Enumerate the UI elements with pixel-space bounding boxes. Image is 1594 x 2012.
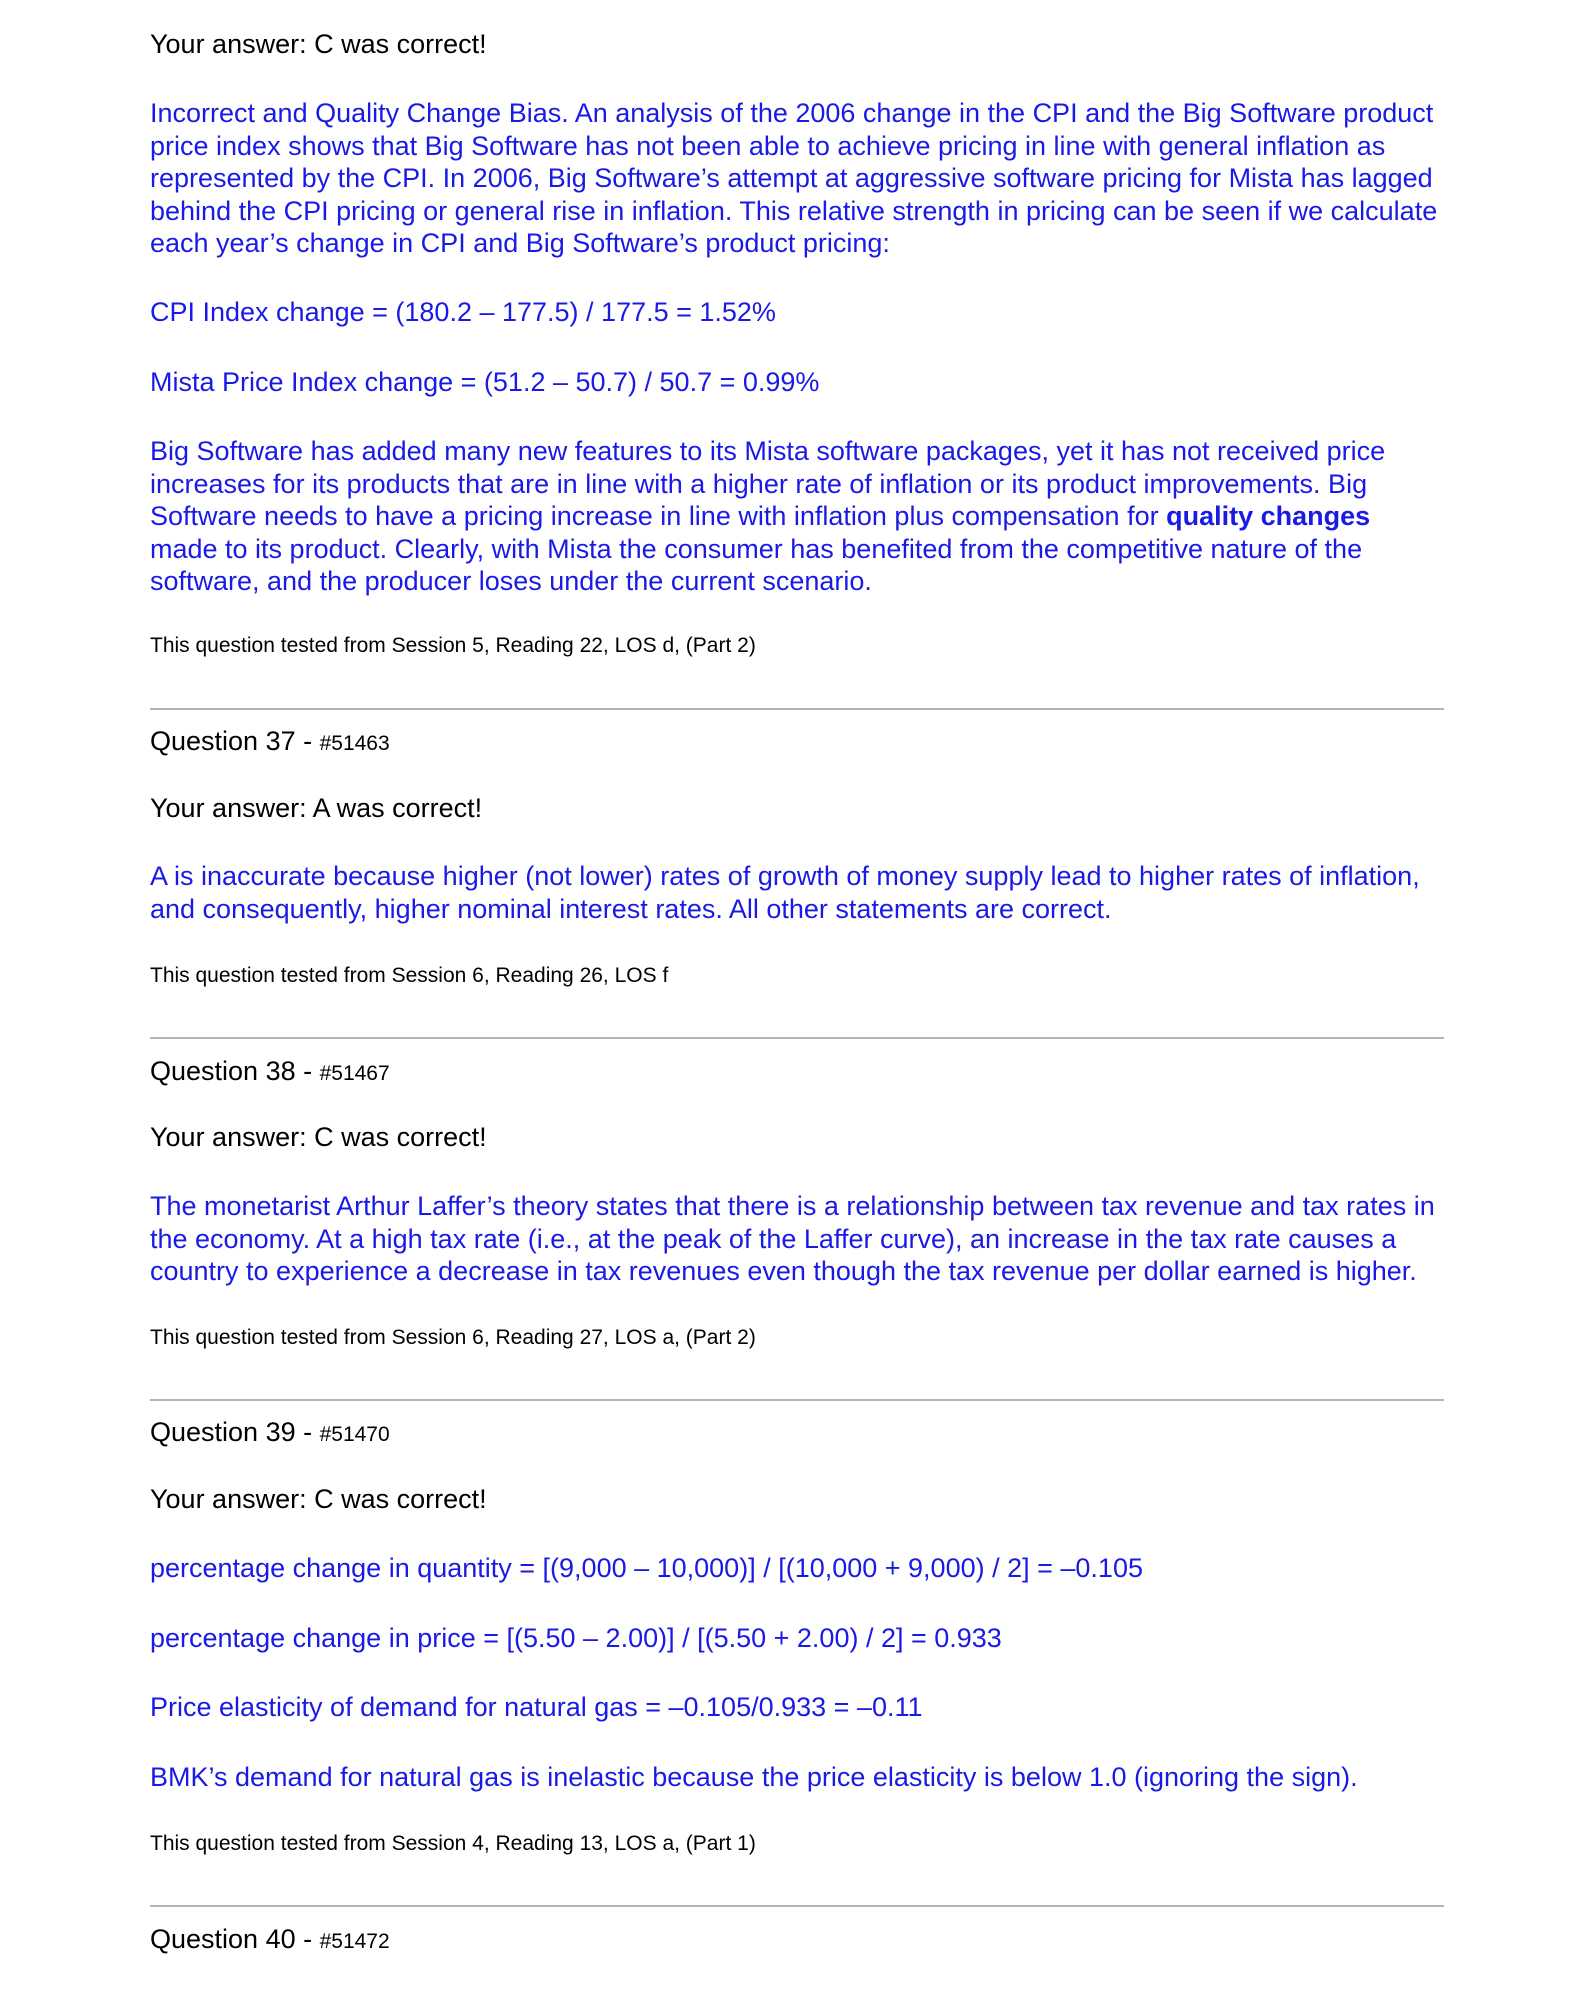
q36-explanation: Incorrect and Quality Change Bias. An analysis of the 2006 change in the CPI and the Big Software product price index shows that Big Software has not been able to achieve pricing in line with general inflation as represented by the CPI. In 2006, Big Software’s attempt at aggressive software pricing for Mista has lagged behind the CPI pricing or general rise in inflation. This relative strength in pricing can be seen if we calculate each year’s change in CPI and Big Software’s product pricing:	[150, 98, 1438, 258]
q36-explanation-2	[150, 435, 1444, 598]
q38-your-answer: Your answer: C was correct!	[150, 1122, 487, 1152]
q37-your-answer: Your answer: A was correct!	[150, 793, 483, 823]
q36-expl2-text-a: Big Software has added many new features to its Mista software packages, yet it has not received price increases for its products that are in line with a higher rate of inflation or its product improvements. Big Software needs to have a pricing increase in line with inflation plus compensation for	[150, 436, 1386, 531]
q39-your-answer: Your answer: C was correct!	[150, 1484, 487, 1514]
divider	[150, 1905, 1444, 1907]
q37-tested-from: This question tested from Session 6, Reading 26, LOS f	[150, 964, 669, 987]
q37-heading	[150, 724, 1444, 761]
divider	[150, 708, 1444, 710]
q36-expl2-text-b: made to its product. Clearly, with Mista the consumer has benefited from the competitive nature of the software, and the producer loses under the current scenario.	[150, 533, 1363, 596]
q40-heading	[150, 1922, 1444, 1959]
q36-expl2-bold: quality changes	[1166, 501, 1371, 531]
q36-your-answer: Your answer: C was correct!	[150, 29, 487, 59]
q39-tested-from: This question tested from Session 4, Reading 13, LOS a, (Part 1)	[150, 1832, 756, 1855]
q38-label: Question 38 -	[150, 1056, 320, 1086]
q40-id: #51472	[319, 1930, 390, 1953]
q38-tested-from: This question tested from Session 6, Reading 27, LOS a, (Part 2)	[150, 1326, 756, 1349]
q38-id: #51467	[319, 1062, 390, 1085]
q39-elasticity: Price elasticity of demand for natural gas = –0.105/0.933 = –0.11	[150, 1692, 923, 1722]
q38-heading	[150, 1054, 1444, 1091]
q36-mista-change: Mista Price Index change = (51.2 – 50.7) / 50.7 = 0.99%	[150, 367, 820, 397]
q39-quantity-change: percentage change in quantity = [(9,000 – 10,000)] / [(10,000 + 9,000) / 2] = –0.105	[150, 1553, 1143, 1583]
q38-explanation: The monetarist Arthur Laffer’s theory states that there is a relationship between tax revenue and tax rates in the economy. At a high tax rate (i.e., at the peak of the Laffer curve), an increase in the tax rate causes a country to experience a decrease in tax revenues even though the tax revenue per dollar earned is higher.	[150, 1191, 1435, 1286]
q39-conclusion: BMK’s demand for natural gas is inelastic because the price elasticity is below 1.0 (ignoring the sign).	[150, 1762, 1358, 1792]
q40-label: Question 40 -	[150, 1924, 320, 1954]
divider	[150, 1037, 1444, 1039]
q37-label: Question 37 -	[150, 726, 320, 756]
q39-label: Question 39 -	[150, 1417, 320, 1447]
q39-id: #51470	[319, 1423, 390, 1446]
divider	[150, 1399, 1444, 1401]
q39-price-change: percentage change in price = [(5.50 – 2.00)] / [(5.50 + 2.00) / 2] = 0.933	[150, 1623, 1002, 1653]
q39-heading	[150, 1415, 1444, 1452]
q36-tested-from: This question tested from Session 5, Reading 22, LOS d, (Part 2)	[150, 634, 756, 657]
q37-id: #51463	[319, 732, 390, 755]
q36-cpi-change: CPI Index change = (180.2 – 177.5) / 177.5 = 1.52%	[150, 297, 776, 327]
q37-explanation: A is inaccurate because higher (not lower) rates of growth of money supply lead to higher rates of inflation, and consequently, higher nominal interest rates. All other statements are correct.	[150, 861, 1420, 924]
